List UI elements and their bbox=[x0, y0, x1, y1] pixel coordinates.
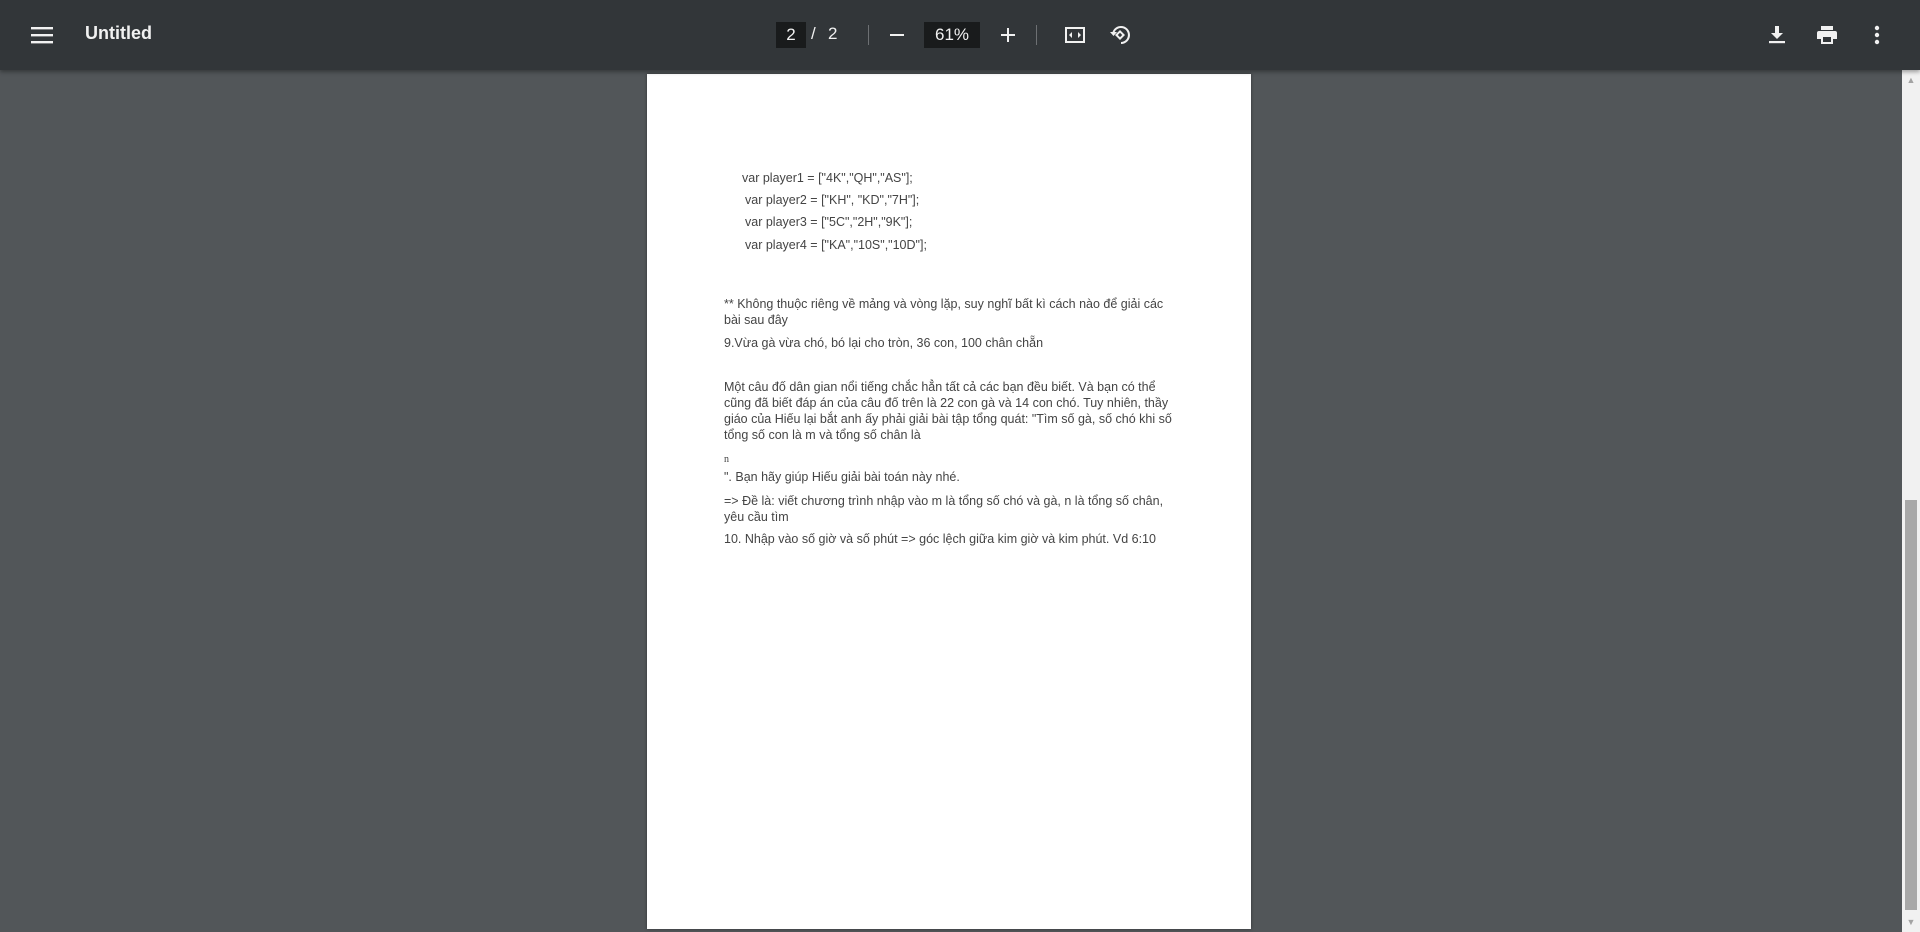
plus-icon bbox=[1000, 27, 1016, 43]
scroll-down-icon[interactable]: ▼ bbox=[1906, 917, 1916, 927]
note-paragraph: ** Không thuộc riêng về mảng và vòng lặp, suy nghĩ bất kì cách nào để giải các bài sau đây bbox=[724, 297, 1164, 327]
problem-9-body: Một câu đố dân gian nổi tiếng chắc hẳn tất cả các bạn đều biết. Và bạn có thể cũng đã biết đáp án của câu đố trên là 22 con gà và 14 con chó. Tuy nhiên, thầy giáo của Hiếu lại bắt anh ấy phải giải bài tập tổng quát: "Tìm số gà, số chó khi số tổng số con là m và tổng số chân là bbox=[724, 380, 1172, 442]
total-pages: 2 bbox=[828, 24, 838, 43]
toolbar-divider bbox=[1036, 25, 1037, 45]
minus-icon bbox=[889, 27, 905, 43]
problem-9-variable: n bbox=[724, 454, 729, 465]
more-options-button[interactable] bbox=[1857, 15, 1897, 55]
fit-to-page-button[interactable] bbox=[1055, 15, 1095, 55]
code-line: var player3 = ["5C","2H","9K"]; bbox=[745, 215, 913, 229]
problem-9-end: ". Bạn hãy giúp Hiếu giải bài toán này nhé. bbox=[724, 470, 960, 484]
rotate-icon bbox=[1108, 23, 1132, 47]
code-line: var player1 = ["4K","QH","AS"]; bbox=[742, 171, 913, 185]
zoom-input[interactable]: 61% bbox=[924, 22, 980, 48]
rotate-button[interactable] bbox=[1100, 15, 1140, 55]
zoom-in-button[interactable] bbox=[988, 15, 1028, 55]
scroll-up-icon[interactable]: ▲ bbox=[1906, 75, 1916, 85]
print-button[interactable] bbox=[1807, 15, 1847, 55]
pdf-page bbox=[647, 74, 1251, 929]
problem-9-hint: => Đề là: viết chương trình nhập vào m là tổng số chó và gà, n là tổng số chân, yêu cầu tìm bbox=[724, 494, 1164, 524]
vertical-scrollbar[interactable] bbox=[1902, 70, 1920, 932]
problem-9-title: 9.Vừa gà vừa chó, bó lại cho tròn, 36 con, 100 chân chẵn bbox=[724, 336, 1044, 350]
download-button[interactable] bbox=[1757, 15, 1797, 55]
code-line: var player4 = ["KA","10S","10D"]; bbox=[745, 238, 927, 252]
zoom-out-button[interactable] bbox=[877, 15, 917, 55]
page-separator: / bbox=[811, 24, 816, 43]
problem-10: 10. Nhập vào số giờ và số phút => góc lệch giữa kim giờ và kim phút. Vd 6:10 bbox=[724, 532, 1156, 546]
more-vert-icon bbox=[1874, 25, 1880, 45]
toolbar-divider bbox=[868, 25, 869, 45]
print-icon bbox=[1816, 25, 1838, 45]
fit-to-page-icon bbox=[1063, 25, 1087, 45]
document-title: Untitled bbox=[85, 23, 152, 43]
current-page-input[interactable]: 2 bbox=[776, 22, 806, 48]
scroll-thumb[interactable] bbox=[1905, 500, 1917, 910]
pdf-toolbar bbox=[0, 0, 1920, 70]
menu-icon[interactable] bbox=[22, 15, 62, 55]
code-line: var player2 = ["KH", "KD","7H"]; bbox=[745, 193, 920, 207]
download-icon bbox=[1768, 25, 1786, 45]
